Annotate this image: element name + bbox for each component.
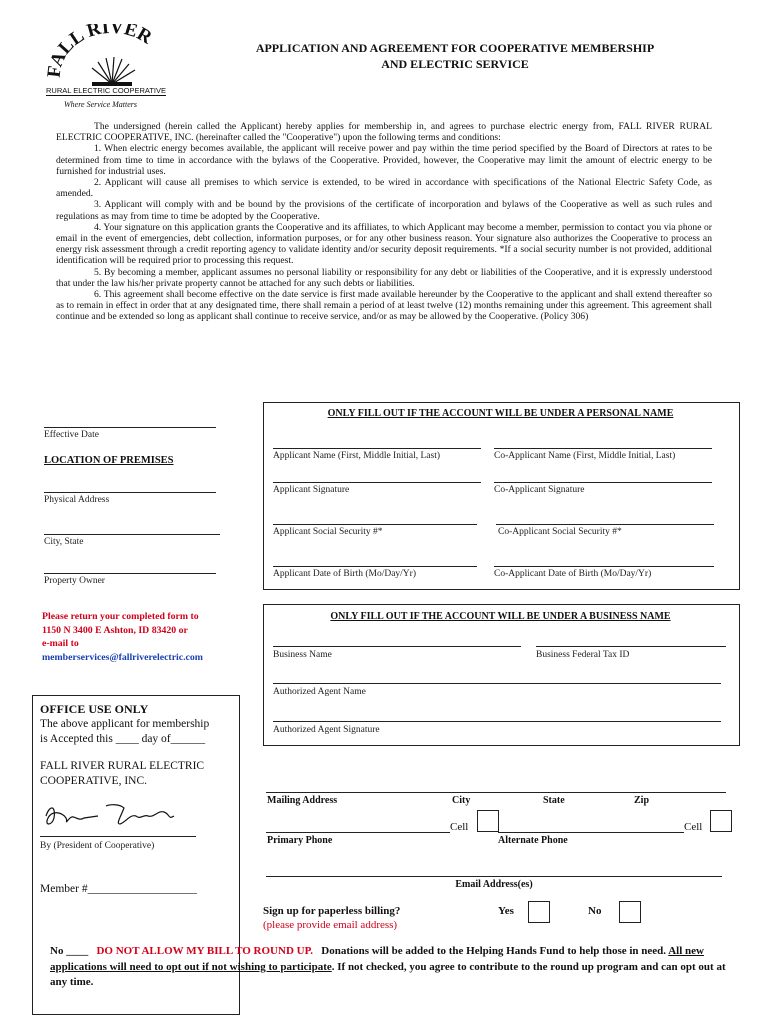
terms-item-3: 3. Applicant will comply with and be bound by the provisions of the certificate of incorporation and bylaws of the Cooperative as well as such rules and regulations as may from time to time be adopted by the Cooperative. [56,199,712,222]
president-signature-field[interactable] [40,836,196,837]
applicant-signature-label: Applicant Signature [273,485,350,495]
logo-tagline: Where Service Matters [64,100,138,109]
city-state-field[interactable] [44,534,220,535]
return-line-2: 1150 N 3400 E Ashton, ID 83420 or [42,624,188,636]
round-up-donation: Donations will be added to the Helping Hands Fund to help those in need. [321,945,667,957]
paperless-note: (please provide email address) [263,919,398,931]
return-line-1: Please return your completed form to [42,611,199,622]
president-signature-icon [40,796,190,836]
logo-arc-text: FALL RIVER [43,24,156,79]
terms-item-1: 1. When electric energy becomes available, the applicant will receive power and pay within the time period specified by the Board of Directors at rates to be determined from time to time in accordance with the bylaws of the Cooperative. Provided, however, the Cooperative may limit the amount of electric energy to be furnished for industrial uses. [56,143,712,177]
page-title [210,40,700,72]
round-up-warning: DO NOT ALLOW MY BILL TO ROUND UP. [96,945,314,957]
coapplicant-ssn-field[interactable] [496,524,714,525]
member-number-field[interactable]: Member #___________________ [40,883,197,895]
title-line-1: APPLICATION AND AGREEMENT FOR COOPERATIVE MEMBERSHIP [255,41,655,55]
personal-account-box [263,402,740,590]
applicant-name-label: Applicant Name (First, Middle Initial, Last) [273,451,441,461]
property-owner-label: Property Owner [44,576,105,586]
agent-name-label: Authorized Agent Name [273,687,366,697]
coapplicant-signature-label: Co-Applicant Signature [494,485,585,495]
cell-label-1: Cell [450,821,469,833]
business-name-label: Business Name [273,650,332,660]
office-coop-line-2: COOPERATIVE, INC. [40,775,148,787]
round-up-no-blank[interactable]: No ____ [50,945,89,957]
coapplicant-name-label: Co-Applicant Name (First, Middle Initial, Last) [494,451,676,461]
primary-phone-label: Primary Phone [267,835,333,846]
yes-label: Yes [498,905,514,917]
coapplicant-name-field[interactable] [494,448,712,449]
office-line-1: The above applicant for membership [40,718,210,730]
no-label: No [588,905,602,917]
return-instructions [42,610,203,664]
coapplicant-dob-field[interactable] [494,566,714,567]
office-use-heading: OFFICE USE ONLY [40,702,149,716]
terms-item-6: 6. This agreement shall become effective on the date service is first made available hereunder by the Cooperative to the applicant and shall extend thereafter so as to remain in effect in order that at any designated time, there shall remain a period of at least twelve (12) months remaining under this agreement. This agreement shall continue and be extended so long as applicant shall continue to receive service, and/or as may be allowed by the Cooperative. (Policy 306) [56,289,712,323]
terms-and-conditions [56,121,712,323]
agent-name-field[interactable] [273,683,721,684]
return-line-3: e-mail to [42,638,79,649]
sunburst-icon [92,57,135,84]
tax-id-field[interactable] [536,646,726,647]
logo [40,24,180,114]
mailing-address-field[interactable] [266,792,726,793]
logo-org-line: RURAL ELECTRIC COOPERATIVE [46,86,167,95]
applicant-dob-field[interactable] [273,566,477,567]
applicant-signature-field[interactable] [273,482,481,483]
location-heading: LOCATION OF PREMISES [44,455,174,466]
email-label: Email Address(es) [455,879,533,890]
tax-id-label: Business Federal Tax ID [536,650,630,660]
physical-address-field[interactable] [44,492,216,493]
city-label: City [452,795,471,806]
zip-label: Zip [634,795,650,806]
email-field[interactable] [266,876,722,877]
return-email-link[interactable]: memberservices@fallriverelectric.com [42,651,203,663]
applicant-ssn-field[interactable] [273,524,477,525]
effective-date-field[interactable] [44,427,216,428]
business-heading: ONLY FILL OUT IF THE ACCOUNT WILL BE UNDER A BUSINESS NAME [330,611,671,622]
alternate-phone-label: Alternate Phone [498,835,568,846]
mailing-address-label: Mailing Address [267,795,338,806]
agent-signature-label: Authorized Agent Signature [273,725,380,735]
coapplicant-dob-label: Co-Applicant Date of Birth (Mo/Day/Yr) [494,569,652,579]
alternate-phone-field[interactable] [498,832,684,833]
terms-item-4: 4. Your signature on this application grants the Cooperative and its affiliates, to which Applicant may become a member, permission to contact you via phone or email in the event of emergencies, debt collection, information purposes, or for any other business reason. Your signature also authorizes the Cooperative to process an energy risk assessment through a credit reporting agency to validate identity and/or security deposit requirements. *If a social security number is not provided, additional identification will be required prior to processing this request. [56,221,712,267]
terms-item-5: 5. By becoming a member, applicant assumes no personal liability or responsibility for any debt or liabilities of the Cooperative, and it is expressly understood that under the law his/her private property cannot be attached for any such debts or liabilities. [56,266,712,289]
terms-item-2: 2. Applicant will cause all premises to which service is extended, to be wired in accordance with specifications of the National Electric Safety Code, as amended. [56,177,712,200]
round-up-notice [50,944,738,991]
personal-heading: ONLY FILL OUT IF THE ACCOUNT WILL BE UNDER A PERSONAL NAME [327,408,674,419]
alternate-cell-checkbox[interactable] [710,810,732,832]
office-line-2: is Accepted this ____ day of______ [40,733,206,745]
physical-address-label: Physical Address [44,495,110,505]
state-label: State [543,795,565,806]
paperless-yes-checkbox[interactable] [528,901,550,923]
effective-date-label: Effective Date [44,430,99,440]
paperless-label: Sign up for paperless billing? [263,905,401,917]
title-line-2: AND ELECTRIC SERVICE [381,57,529,71]
primary-cell-checkbox[interactable] [477,810,499,832]
coapplicant-signature-field[interactable] [494,482,712,483]
paperless-no-checkbox[interactable] [619,901,641,923]
svg-text:FALL RIVER [44,24,156,79]
president-label: By (President of Cooperative) [40,841,155,851]
city-state-label: City, State [44,537,84,547]
coapplicant-ssn-label: Co-Applicant Social Security #* [498,527,622,537]
applicant-name-field[interactable] [273,448,481,449]
primary-phone-field[interactable] [266,832,450,833]
business-name-field[interactable] [273,646,521,647]
round-up-rest: . If not checked, you agree to contribute to the round up program and can opt out at any time. [50,960,726,988]
applicant-dob-label: Applicant Date of Birth (Mo/Day/Yr) [273,569,416,579]
terms-intro: The undersigned (herein called the Applicant) hereby applies for membership in, and agrees to purchase electric energy from, FALL RIVER RURAL ELECTRIC COOPERATIVE, INC. (hereinafter called the "Cooperative") upon the following terms and conditions: [56,121,712,144]
office-coop-line-1: FALL RIVER RURAL ELECTRIC [40,760,205,772]
cell-label-2: Cell [684,821,703,833]
applicant-ssn-label: Applicant Social Security #* [273,527,383,537]
round-up-opt-out: All new applications will need to opt out if not wishing to participate [50,945,704,973]
agent-signature-field[interactable] [273,721,721,722]
property-owner-field[interactable] [44,573,216,574]
